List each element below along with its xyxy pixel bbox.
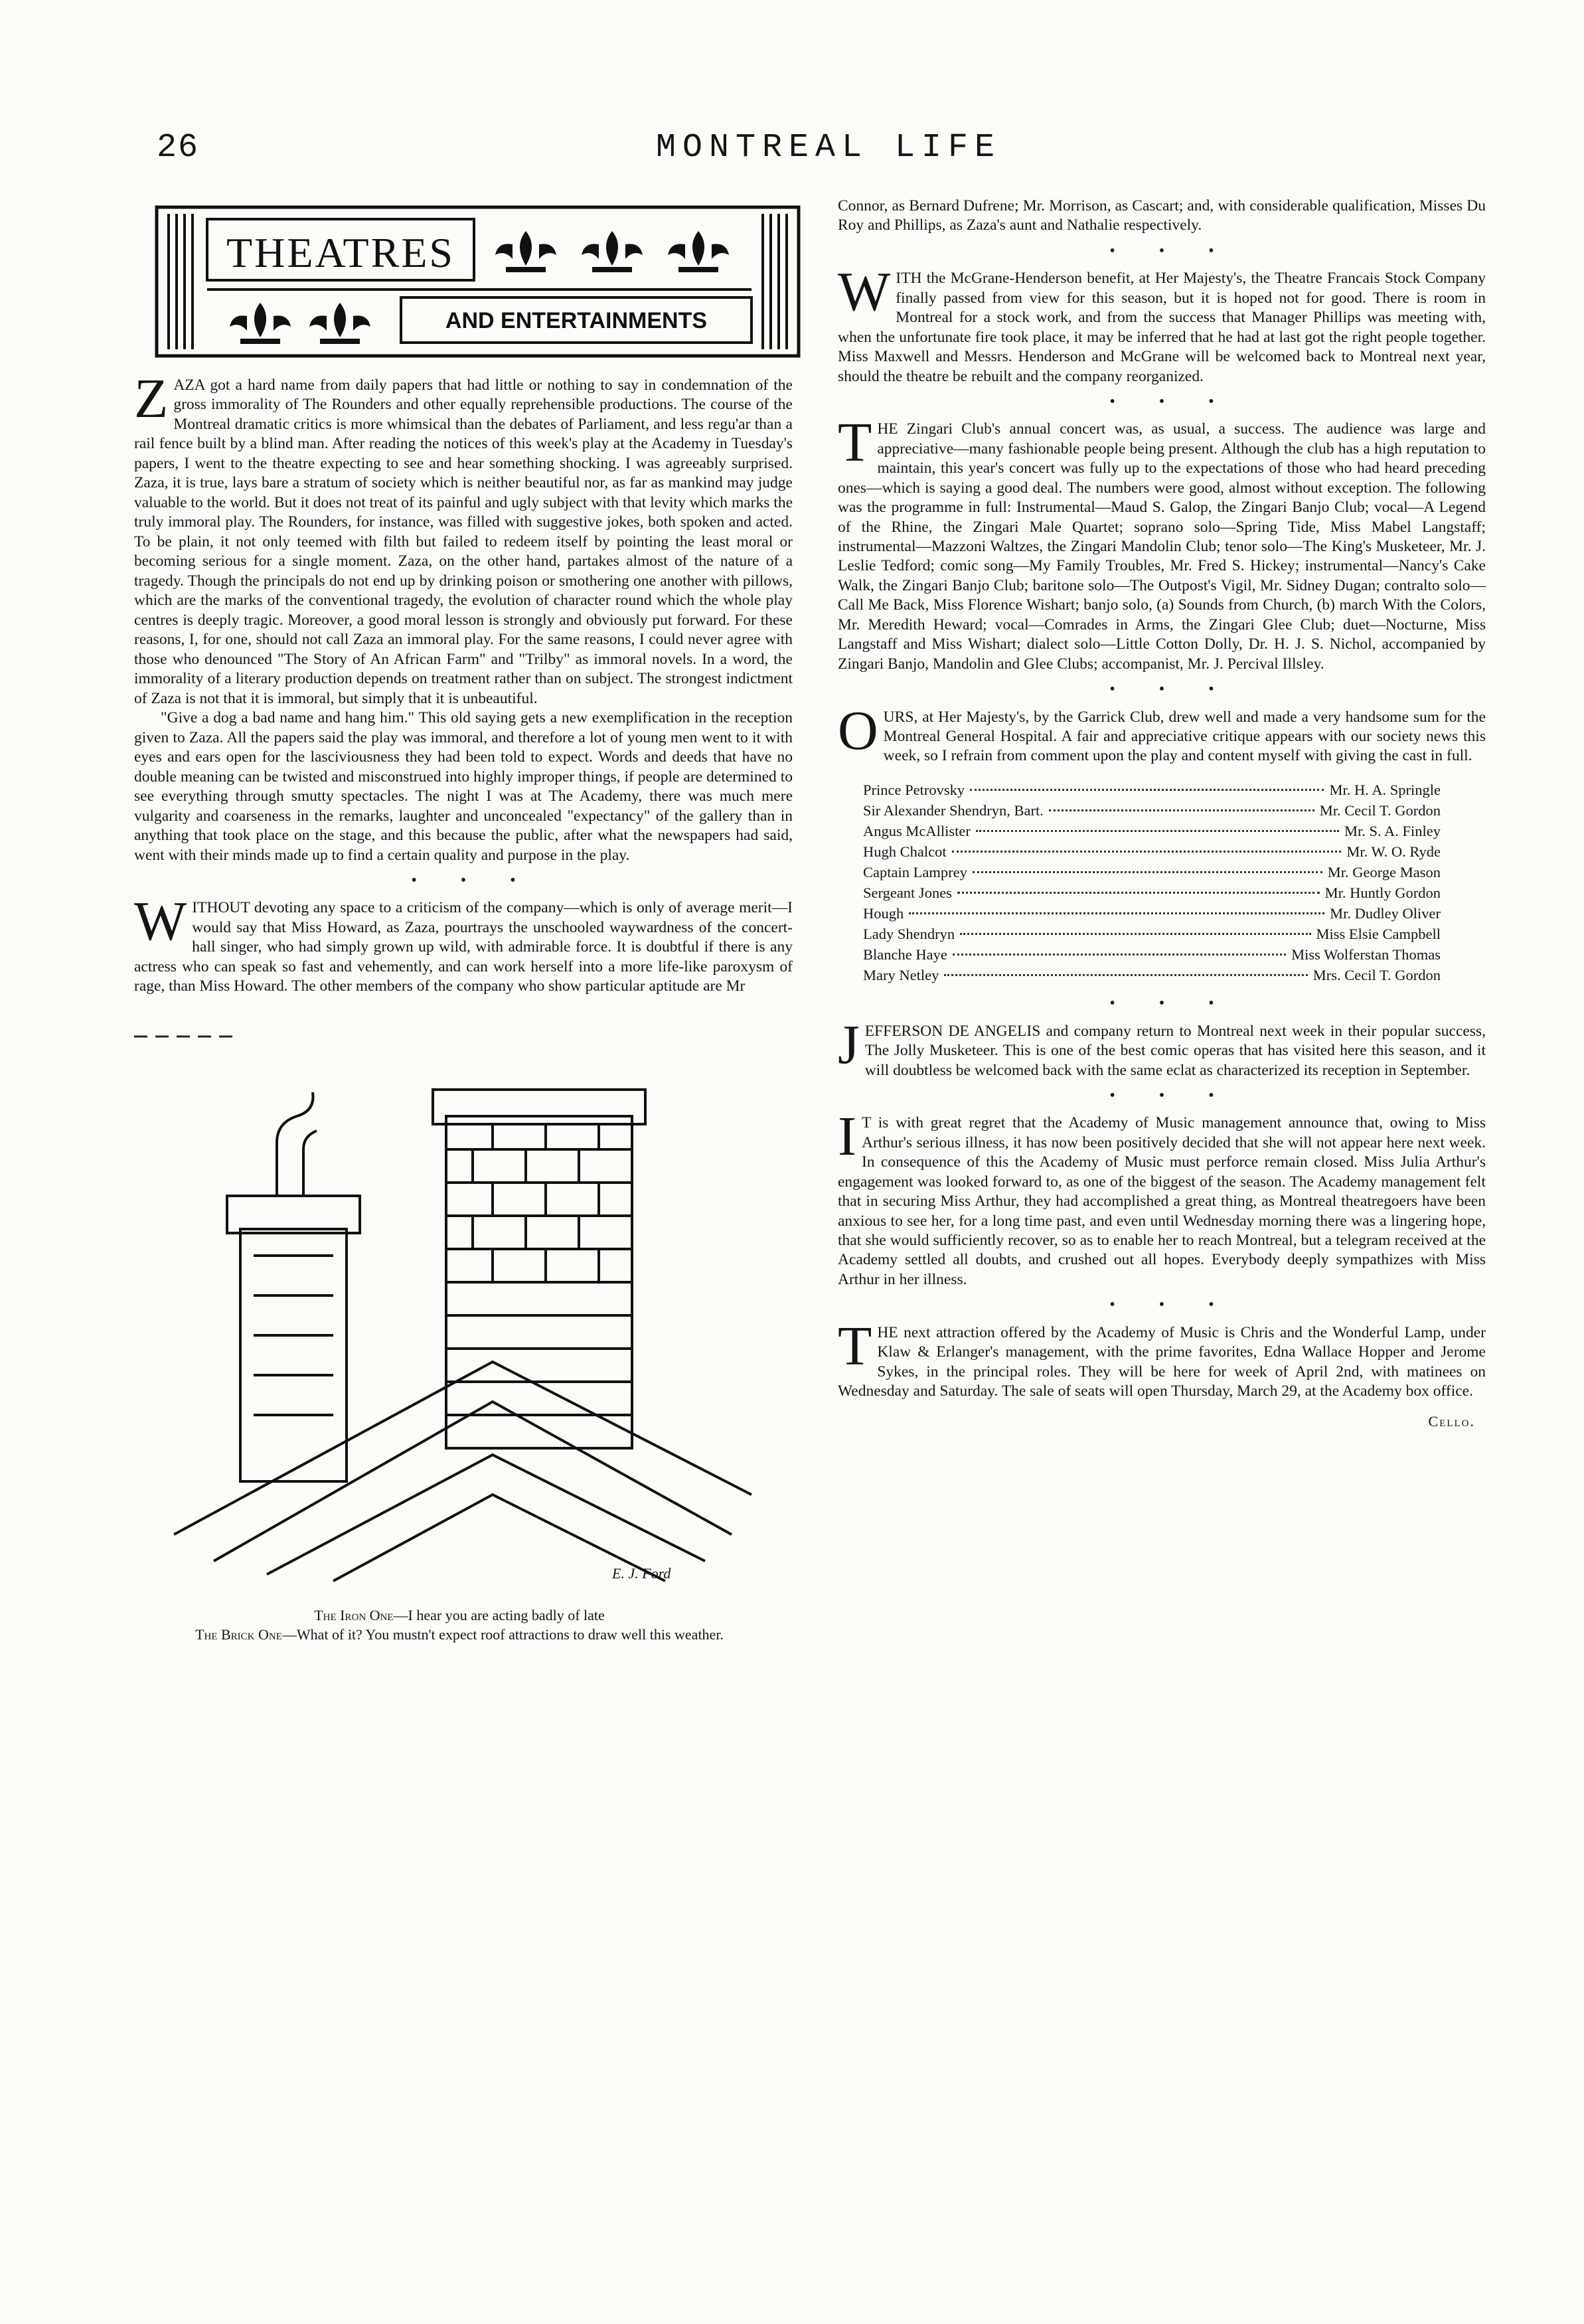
ours-paragraph: OURS, at Her Majesty's, by the Garrick Club, drew well and made a very handsome sum for the Montreal General Hospital. A fair and appreciative critique appears with our society news this week, so I refrain from comment upon the play and content myself with giving the cast in full. — [838, 699, 1486, 765]
cast-role: Blanche Haye — [863, 946, 947, 963]
leader-dots — [970, 789, 1324, 791]
continued-paragraph: Connor, as Bernard Dufrene; Mr. Morrison, as Cascart; and, with considerable qualification, Misses Du Roy and Phillips, as Zaza's aunt and Nathalie respectively. — [838, 197, 1486, 234]
cast-role: Sergeant Jones — [863, 884, 952, 902]
cast-row — [863, 862, 1441, 882]
caption-speaker-iron: The Iron One — [314, 1607, 394, 1624]
rooftop-icon — [174, 1362, 752, 1581]
jefferson-paragraph: JEFFERSON DE ANGELIS and company return to Montreal next week in their popular success, The Jolly Musketeer. This is one of the best comic operas that has visited here this season, and it will doubtless be welcomed back with the same eclat as characterized its reception in September. — [838, 1013, 1486, 1079]
cast-actor: Mr. George Mason — [1327, 864, 1441, 881]
leader-dots — [960, 933, 1310, 935]
cast-row — [863, 841, 1441, 862]
chimney-cartoon — [134, 1030, 785, 1701]
cartoon-caption-line-2 — [134, 1625, 785, 1645]
zaza-review-paragraph-2: "Give a dog a bad name and hang him." This old saying gets a new exemplification in the reception given to Zaza. All the papers said the play was immoral, and therefore a lot of young men went to it with eyes and ears open for the lasciviousness they had been told to expect. Words and deeds that have no double meaning can be twisted and misconstrued into highly improper things, if people are determined to see everything through smutty spectacles. The night I was at The Academy, there was much mere vulgarity and coarseness in the remarks, laughter and unconcealed "expectancy" of the gallery than in anything that took place on the stage, and this because the public, after what the newspapers had said, went with their minds made up to find a certain quality and purpose in the play. — [134, 709, 793, 864]
cartoon-caption-line-1 — [134, 1606, 785, 1625]
cast-actor: Mr. Dudley Oliver — [1330, 905, 1441, 922]
dropcap-t: T — [838, 1315, 872, 1377]
iron-chimney-icon — [227, 1092, 360, 1481]
cast-role: Mary Netley — [863, 967, 939, 984]
leader-dots — [909, 912, 1324, 914]
leader-dots — [1049, 809, 1314, 811]
cast-row — [863, 924, 1441, 944]
section-separator: • • • — [1109, 242, 1234, 260]
leader-dots — [957, 892, 1320, 894]
section-separator: • • • — [1109, 1296, 1234, 1314]
dropcap-o: O — [838, 699, 878, 762]
leader-dots — [973, 871, 1322, 873]
section-banner — [154, 205, 801, 359]
cast-row — [863, 944, 1441, 965]
cast-actor: Mr. Huntly Gordon — [1324, 884, 1441, 902]
cast-row — [863, 800, 1441, 821]
cast-role: Hough — [863, 905, 904, 922]
cast-actor: Mr. S. A. Finley — [1344, 823, 1441, 840]
leader-dots — [944, 974, 1307, 976]
author-signature: Cello. — [1428, 1412, 1475, 1430]
arthur-paragraph: I T is with great regret that the Academy of Music management announce that, owing to Miss Arthur's serious illness, it has now been positively decided that she will not appear here next week. In consequence of this the Academy of Music must perforce remain closed. Miss Julia Arthur's engagement was looked forward to, as one of the biggest of the season. The Academy management felt that in securing Miss Arthur, they had accomplished a great thing, as Montreal theatregoers have been anxious to see her, for a long time past, and even until Wednesday morning there was a lingering hope, that she would sufficiently recover, so as to enable her to reach Montreal, but a telegram received at the Academy settled all doubts, and crushed out all hopes. Everybody deeply sympathizes with Miss Arthur in her illness. — [838, 1106, 1486, 1288]
left-column — [134, 197, 793, 1701]
cast-row — [863, 903, 1441, 924]
cast-row — [863, 780, 1441, 800]
section-separator: • • • — [1109, 392, 1234, 410]
cast-role: Hugh Chalcot — [863, 843, 947, 861]
dropcap-w: W — [134, 890, 187, 953]
zingari-paragraph: THE Zingari Club's annual concert was, as usual, a success. The audience was large and appreciative—many fashionable people being present. Although the club has a high reputation to maintain, this year's concert was fully up to the expectations of those who had heard preceding ones—which is saying a good deal. The numbers were good, almost without exception. The following was the programme in full: Instrumental—Maud S. Galop, the Zingari Banjo Club; vocal—A Legend of the Rhine, the Zingari Male Quartet; soprano solo—Spring Tide, Miss Mabel Langstaff; instrumental—Mazzoni Waltzes, the Zingari Mandolin Club; tenor solo—The King's Musketeer, Mr. J. Leslie Tedford; comic song—My Family Troubles, Mr. Fred S. Hickey; instrumental—Nancy's Cake Walk, the Zingari Banjo Club; baritone solo—The Outpost's Vigil, Mr. Sidney Dugan; contralto solo—Call Me Back, Miss Florence Wishart; banjo solo, (a) Sounds from Church, (b) march With the Colors, Mr. Meredith Heward; vocal—Comrades in Arms, the Zingari Glee Club; duet—Nocturne, Miss Langstaff and Miss Wishart; dialect solo—Little Cotton Dolly, Dr. H. J. S. Nichol, accompanied by Zingari Banjo, Mandolin and Glee Clubs; accompanist, Mr. J. Percival Illsley. — [838, 412, 1486, 673]
dropcap-z: Z — [134, 368, 169, 430]
cast-role: Captain Lamprey — [863, 864, 967, 881]
decorative-stripes-left — [169, 214, 193, 349]
illustration-signature: E. J. Ford — [612, 1564, 671, 1582]
dropcap-t: T — [838, 412, 872, 474]
chimney-illustration — [134, 1030, 785, 1601]
cast-row — [863, 821, 1441, 841]
cast-actor: Mrs. Cecil T. Gordon — [1312, 967, 1441, 984]
banner-title: THEATRES — [226, 229, 455, 276]
cast-list — [863, 780, 1441, 985]
dropcap-w: W — [838, 261, 891, 323]
banner-subtitle: AND ENTERTAINMENTS — [445, 308, 708, 333]
caption-speaker-brick: The Brick One — [195, 1625, 282, 1643]
page-number: 26 — [157, 129, 200, 167]
cast-role: Prince Petrovsky — [863, 781, 965, 798]
dropcap-i: I — [838, 1106, 856, 1168]
running-title: MONTREAL LIFE — [655, 129, 1002, 167]
cast-role: Angus McAllister — [863, 823, 971, 840]
cast-row — [863, 882, 1441, 903]
leader-dots — [952, 851, 1342, 853]
brick-chimney-icon — [433, 1090, 645, 1448]
cast-role: Sir Alexander Shendryn, Bart. — [863, 802, 1044, 819]
cast-actor: Mr. W. O. Ryde — [1346, 843, 1441, 861]
cast-role: Lady Shendryn — [863, 926, 955, 943]
dropcap-j: J — [838, 1013, 860, 1076]
section-separator: • • • — [411, 872, 536, 890]
cast-actor: Miss Wolferstan Thomas — [1291, 946, 1441, 963]
without-paragraph: WITHOUT devoting any space to a criticism of the company—which is only of average merit—I would say that Miss Howard, as Zaza, pourtrays the unschooled waywardness of the concert-hall singer, who had simply grown up wild, with admirable force. It is doubtful if there is any actress who can speak so fast and vehemently, and can work herself into a more life-like paroxysm of rage, than Miss Howard. The other members of the company who show particular aptitude are Mr — [134, 890, 793, 995]
right-column — [838, 197, 1486, 1430]
leader-dots — [976, 830, 1339, 832]
decorative-stripes-right — [763, 214, 787, 349]
caption-text-iron: —I hear you are acting badly of late — [393, 1607, 605, 1624]
leader-dots — [953, 954, 1286, 955]
cast-actor: Miss Elsie Campbell — [1316, 926, 1441, 943]
cast-row — [863, 965, 1441, 985]
zaza-review-paragraph-1: ZAZA got a hard name from daily papers that had little or nothing to say in condemnation of the gross immorality of The Rounders and other equally reprehensible productions. The course of the Montreal dramatic critics is more whimsical than the debates of Parliament, and less regu'ar than a rail fence built by a blind man. After reading the notices of this week's play at the Academy in Tuesday's papers, I went to the theatre expecting to see and hear something shocking. I was agreeably surprised. Zaza, it is true, lays bare a stratum of society which is neither beautiful nor, as far as mankind may judge valuable to the world. But it does not treat of its painful and ugly subject with that levity which marks the truly immoral play. The Rounders, for instance, was filled with suggestive jokes, both spoken and acted. To be plain, it not only teemed with filth but failed to redeem itself by pointing the least moral or becoming serious for a single moment. Zaza, on the other hand, partakes almost of the nature of a tragedy. Though the principals do not end up by drinking poison or smothering one another with pillows, which are the marks of the conventional tragedy, the evolution of character round which the whole play centres is deeply tragic. Moreover, a good moral lesson is strongly and obviously put forward. For these reasons, I, for one, should not call Zaza an immoral play. For the same reasons, I could never agree with those who denounced "The Story of An African Farm" and "Trilby" as immoral novels. In a word, the immorality of a literary production depends on treatment rather than on subject. The strongest indictment of Zaza is not that it is immoral, but simply that it is unbeautiful. — [134, 368, 793, 707]
mcgrane-paragraph: WITH the McGrane-Henderson benefit, at Her Majesty's, the Theatre Francais Stock Company finally passed from view for this season, but it is hoped not for good. There is room in Montreal for a stock work, and from the success that Manager Phillips was meeting with, when the unfortunate fire took place, it may be inferred that he had at last got the right people together. Miss Maxwell and Messrs. Henderson and McGrane will be welcomed back to Montreal next year, should the theatre be rebuilt and the company reorganized. — [838, 261, 1486, 385]
caption-text-brick: —What of it? You mustn't expect roof attractions to draw well this weather. — [281, 1625, 724, 1643]
section-separator: • • • — [1109, 995, 1234, 1013]
cast-actor: Mr. H. A. Springle — [1329, 781, 1441, 798]
section-separator: • • • — [1109, 1086, 1234, 1104]
section-separator: • • • — [1109, 681, 1234, 699]
page-header — [0, 120, 1584, 179]
chris-paragraph: THE next attraction offered by the Academy of Music is Chris and the Wonderful Lamp, under Klaw & Erlanger's management, with the prime favorites, Edna Wallace Hopper and Jerome Sykes, in the principal roles. They will be here for week of April 2nd, with matinees on Wednesday and Saturday. The sale of seats will open Thursday, March 29, at the Academy box office. — [838, 1315, 1486, 1400]
cast-actor: Mr. Cecil T. Gordon — [1319, 802, 1441, 819]
